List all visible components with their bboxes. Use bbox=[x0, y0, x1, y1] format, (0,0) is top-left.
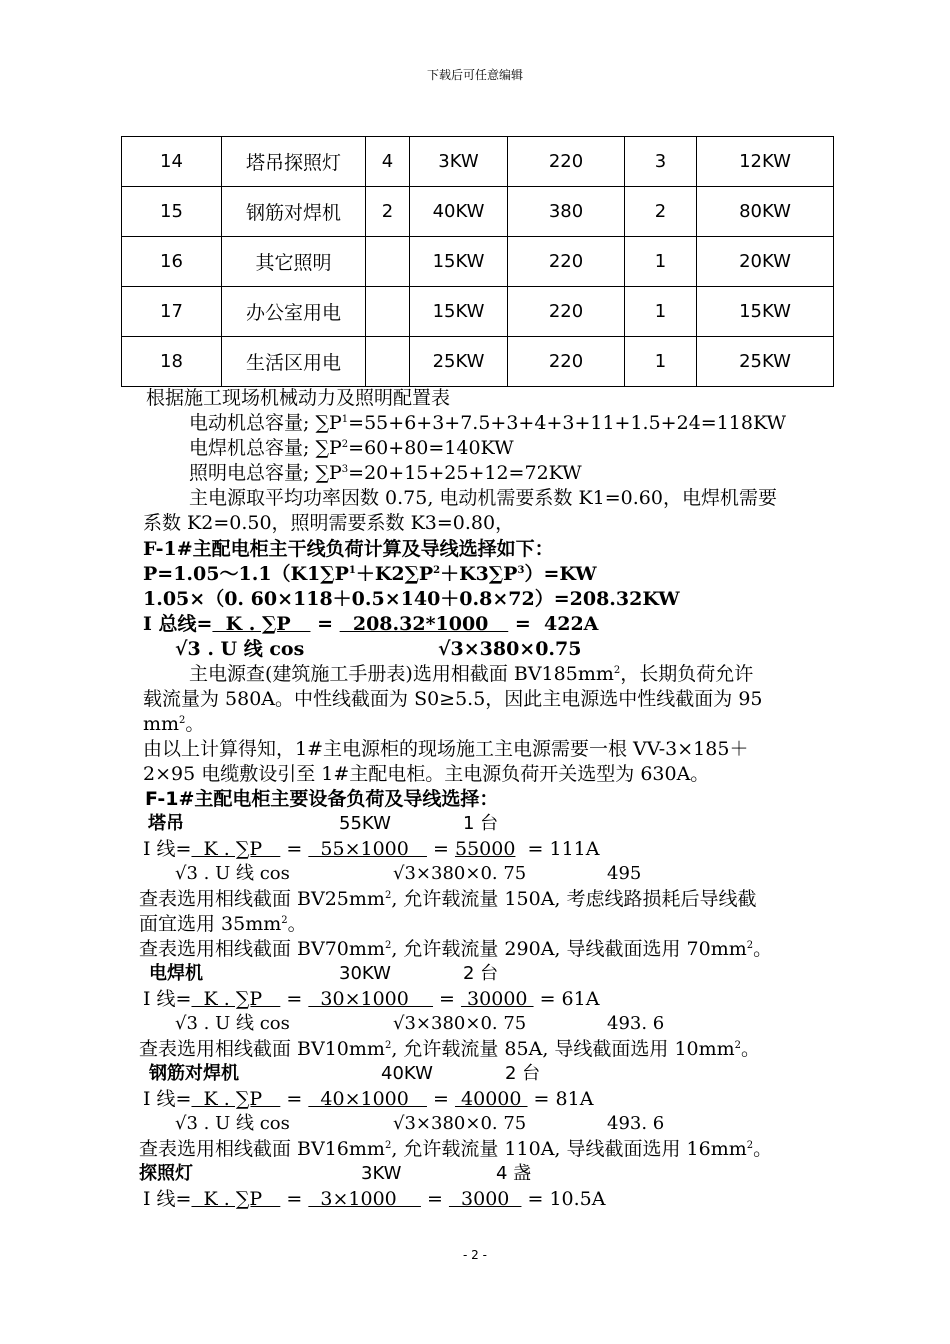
cell-voltage: 220 bbox=[508, 337, 625, 387]
text-line: 主电源查(建筑施工手册表)选用相截面 $BV185mm^2$，长期负荷允许 bbox=[189, 663, 754, 685]
cell-no: 18 bbox=[122, 337, 222, 387]
text-line: 面宜选用 $35mm^2$。 bbox=[139, 913, 307, 935]
item-qty: 2 台 bbox=[505, 1063, 541, 1084]
formula-line: √3×380×0. 75 bbox=[393, 1013, 527, 1034]
item-qty: 1 台 bbox=[463, 813, 499, 834]
cell-power: 40KW bbox=[410, 187, 508, 237]
text-line: 查表选用相线截面 $BV25mm^2$, 允许载流量 150A, 考虑线路损耗后导线截 bbox=[139, 888, 757, 910]
cell-total: 20KW bbox=[697, 237, 834, 287]
section-heading: F-1#主配电柜主干线负荷计算及导线选择如下： bbox=[143, 538, 554, 560]
cell-voltage: 220 bbox=[508, 137, 625, 187]
cell-name: 塔吊探照灯 bbox=[222, 137, 366, 187]
item-qty: 2 台 bbox=[463, 963, 499, 984]
page-number: - 2 - bbox=[463, 1248, 487, 1262]
formula-line: I 线= K . ∑P = 30×1000 = 30000 = 61A bbox=[143, 988, 600, 1010]
cell-no: 14 bbox=[122, 137, 222, 187]
cell-total: 25KW bbox=[697, 337, 834, 387]
text-line: 电动机总容量; $\sum P^1=55+6+3+7.5+3+4+3+11+1.5+24=118KW$ bbox=[189, 412, 787, 434]
formula-line: 493. 6 bbox=[607, 1113, 665, 1134]
cell-name: 办公室用电 bbox=[222, 287, 366, 337]
item-kw: 40KW bbox=[381, 1063, 433, 1084]
cell-k: 1 bbox=[625, 237, 697, 287]
formula-line: √3 . U 线 cos bbox=[175, 1113, 290, 1134]
section-heading: F-1#主配电柜主要设备负荷及导线选择： bbox=[145, 788, 499, 810]
cell-voltage: 220 bbox=[508, 287, 625, 337]
cell-qty bbox=[366, 337, 410, 387]
table-row bbox=[122, 237, 834, 287]
cell-no: 15 bbox=[122, 187, 222, 237]
cell-name: 其它照明 bbox=[222, 237, 366, 287]
cell-no: 16 bbox=[122, 237, 222, 287]
text-line: 由以上计算得知，1#主电源柜的现场施工主电源需要一根 VV-3×185＋ bbox=[143, 738, 749, 760]
item-name: 钢筋对焊机 bbox=[149, 1063, 239, 1084]
item-name: 塔吊 bbox=[148, 813, 184, 834]
formula-line: I 总线= K . ∑P = 208.32*1000 = 422A bbox=[143, 613, 599, 635]
cell-power: 15KW bbox=[410, 287, 508, 337]
formula-line: √3 . U 线 cos bbox=[175, 863, 290, 884]
cell-total: 15KW bbox=[697, 287, 834, 337]
item-kw: 55KW bbox=[339, 813, 391, 834]
cell-voltage: 380 bbox=[508, 187, 625, 237]
item-name: 探照灯 bbox=[139, 1163, 193, 1184]
formula-line: √3×380×0. 75 bbox=[393, 1113, 527, 1134]
text-line: 电焊机总容量; $\sum P^2=60+80=140KW$ bbox=[189, 437, 514, 459]
text-line: $mm^2$。 bbox=[143, 713, 205, 735]
formula-line: 1.05×（0. 60×118＋0.5×140＋0.8×72）=208.32KW bbox=[143, 588, 680, 610]
cell-qty bbox=[366, 237, 410, 287]
item-qty: 4 盏 bbox=[496, 1163, 532, 1184]
cell-k: 1 bbox=[625, 337, 697, 387]
formula-line: $P=1.05\sim 1.1(K1\sum P^1+K2\sum P^2+K3\sum P^3)=KW$ bbox=[143, 563, 597, 585]
text-line: 载流量为 580A。中性线截面为 S0≥5.5，因此主电源选中性线截面为 95 bbox=[143, 688, 763, 710]
cell-power: 3KW bbox=[410, 137, 508, 187]
formula-line: 493. 6 bbox=[607, 1013, 665, 1034]
text-line: 主电源取平均功率因数 0.75, 电动机需要系数 K1=0.60，电焊机需要 bbox=[189, 487, 777, 509]
table-row bbox=[122, 337, 834, 387]
formula-line: √3×380×0.75 bbox=[438, 638, 582, 660]
equipment-table bbox=[121, 136, 834, 387]
cell-power: 15KW bbox=[410, 237, 508, 287]
page-header: 下载后可任意编辑 bbox=[426, 68, 523, 82]
formula-line: √3×380×0. 75 bbox=[393, 863, 527, 884]
text-line: 查表选用相线截面 $BV70mm^2$, 允许载流量 290A, 导线截面选用 $70mm^2$。 bbox=[139, 938, 773, 960]
cell-qty: 4 bbox=[366, 137, 410, 187]
cell-k: 2 bbox=[625, 187, 697, 237]
cell-k: 1 bbox=[625, 287, 697, 337]
formula-line: √3 . U 线 cos bbox=[175, 638, 305, 660]
cell-power: 25KW bbox=[410, 337, 508, 387]
formula-line: I 线= K . ∑P = 55×1000 = 55000 = 111A bbox=[143, 838, 600, 860]
table-row bbox=[122, 137, 834, 187]
formula-line: √3 . U 线 cos bbox=[175, 1013, 290, 1034]
item-name: 电焊机 bbox=[149, 963, 203, 984]
cell-no: 17 bbox=[122, 287, 222, 337]
cell-qty: 2 bbox=[366, 187, 410, 237]
cell-k: 3 bbox=[625, 137, 697, 187]
text-line: 根据施工现场机械动力及照明配置表 bbox=[146, 387, 451, 409]
formula-line: I 线= K . ∑P = 3×1000 = 3000 = 10.5A bbox=[143, 1188, 606, 1210]
cell-name: 生活区用电 bbox=[222, 337, 366, 387]
item-kw: 3KW bbox=[361, 1163, 402, 1184]
text-line: 查表选用相线截面 $BV16mm^2$, 允许载流量 110A, 导线截面选用 $16mm^2$。 bbox=[139, 1138, 773, 1160]
cell-qty bbox=[366, 287, 410, 337]
cell-total: 80KW bbox=[697, 187, 834, 237]
text-line: 查表选用相线截面 $BV10mm^2$, 允许载流量 85A, 导线截面选用 $10mm^2$。 bbox=[139, 1038, 761, 1060]
cell-voltage: 220 bbox=[508, 237, 625, 287]
text-line: 2×95 电缆敷设引至 1#主配电柜。主电源负荷开关选型为 630A。 bbox=[143, 763, 710, 785]
table-row bbox=[122, 287, 834, 337]
formula-line: I 线= K . ∑P = 40×1000 = 40000 = 81A bbox=[143, 1088, 594, 1110]
formula-line: 495 bbox=[607, 863, 642, 884]
table-row bbox=[122, 187, 834, 237]
cell-total: 12KW bbox=[697, 137, 834, 187]
text-line: 系数 K2=0.50，照明需要系数 K3=0.80， bbox=[143, 512, 515, 534]
text-line: 照明电总容量; $\sum P^3=20+15+25+12=72KW$ bbox=[189, 462, 582, 484]
cell-name: 钢筋对焊机 bbox=[222, 187, 366, 237]
item-kw: 30KW bbox=[339, 963, 391, 984]
